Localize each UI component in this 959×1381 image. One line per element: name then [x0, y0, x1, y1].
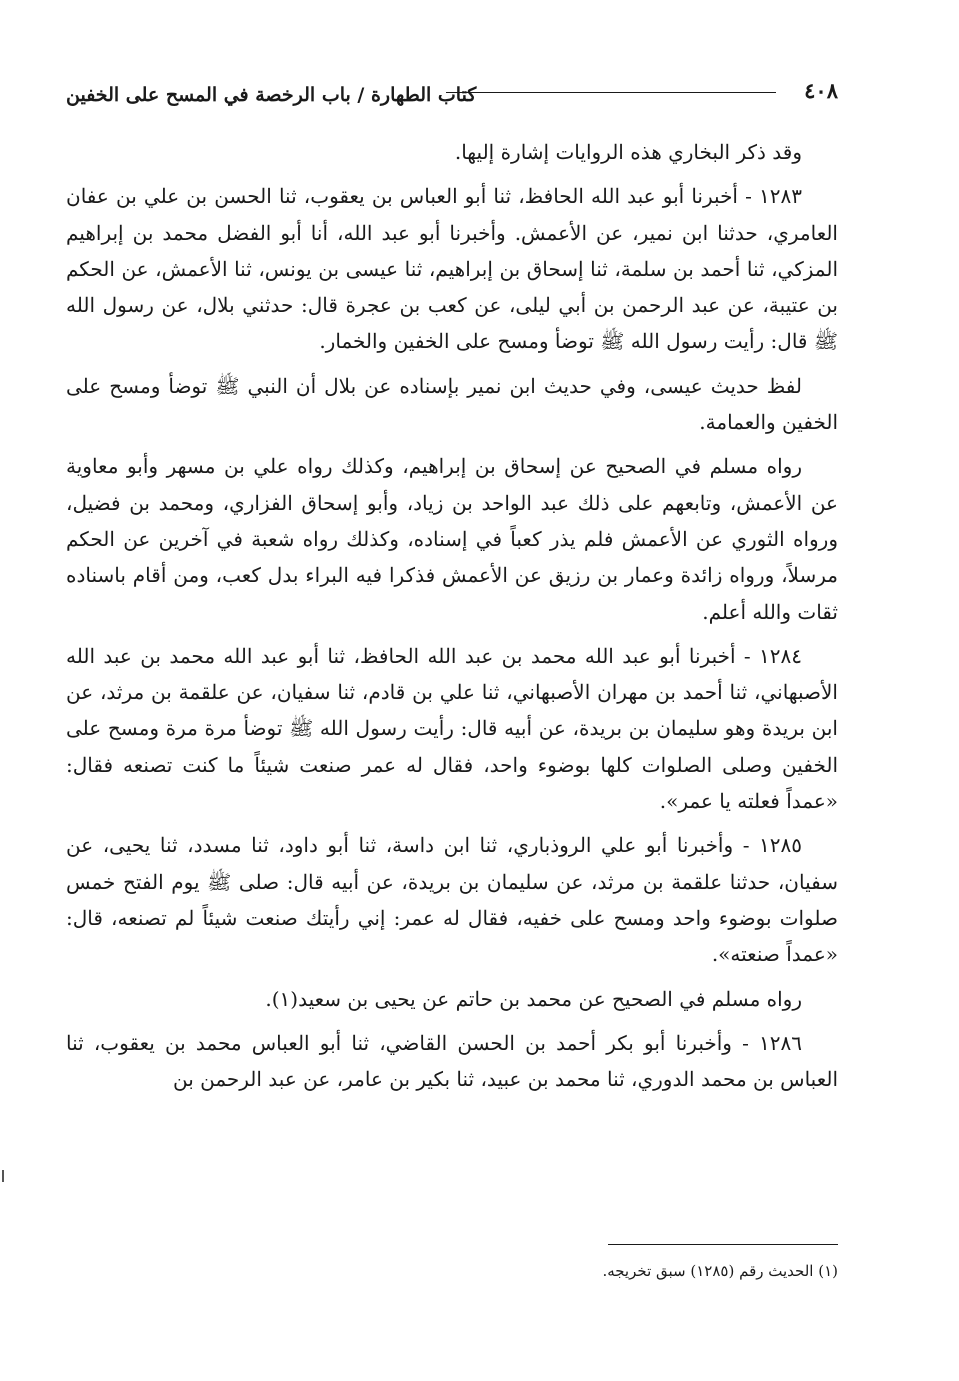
- gutter-mark: [2, 1170, 4, 1182]
- header-rule: [446, 92, 776, 93]
- paragraph-muslim-reference: رواه مسلم في الصحيح عن محمد بن حاتم عن يحيى بن سعيد(١).: [265, 986, 802, 1011]
- paragraph-intro: وقد ذكر البخاري هذه الروايات إشارة إليها.: [454, 140, 802, 164]
- paragraph-narration-notes: رواه مسلم في الصحيح عن إسحاق بن إبراهيم، وكذلك رواه علي بن مسهر وأبو معاوية عن الأعمش، وتابعهم على ذلك عبد الواحد بن زياد، وأبو إسحاق الفزاري، ومحمد بن فضيل، ورواه الثوري عن الأعمش فلم يذر كعباً في إسناده، وكذلك رواه شعبة في آخرين عن الحكم مرسلاً، ورواه زائدة وعمار بن رزيق عن الأعمش فذكرا فيه البراء بدل كعب، ومن أقام باسناده ثقات والله أعلم.: [66, 454, 838, 624]
- hadith-1286: ١٢٨٦ - وأخبرنا أبو بكر أحمد بن الحسن القاضي، ثنا أبو العباس محمد بن يعقوب، ثنا العباس بن محمد الدوري، ثنا محمد بن عبيد، ثنا بكير بن عامر، عن عبد الرحمن بن: [66, 1030, 838, 1092]
- running-title: كتاب الطهارة / باب الرخصة في المسح على الخفين: [66, 84, 477, 106]
- hadith-1285: ١٢٨٥ - وأخبرنا أبو علي الروذباري، ثنا ابن داسة، ثنا أبو داود، ثنا مسدد، ثنا يحيى، عن سفيان، حدثنا علقمة بن مرثد، عن سليمان بن بريدة، عن أبيه قال: صلى ﷺ يوم الفتح خمس صلوات بوضوء واحد ومسح على خفيه، فقال له عمر: إني رأيتك صنعت شيئاً لم تصنعه، قال: «عمداً صنعته».: [66, 833, 838, 967]
- hadith-1283: ١٢٨٣ - أخبرنا أبو عبد الله الحافظ، ثنا أبو العباس بن يعقوب، ثنا الحسن بن علي بن عفان العامري، حدثنا ابن نمير، عن الأعمش. وأخبرنا أبو عبد الله، أنا أبو الفضل محمد بن إبراهيم المزكي، ثنا أحمد بن سلمة، ثنا إسحاق بن إبراهيم، ثنا عيسى بن يونس، ثنا الأعمش، عن الحكم بن عتيبة، عن عبد الرحمن بن أبي ليلى، عن كعب بن عجرة قال: حدثني بلال، عن رسول الله ﷺ قال: رأيت رسول الله ﷺ توضأ ومسح على الخفين والخمار.: [66, 184, 838, 354]
- footnotes: [66, 1260, 838, 1282]
- paragraph-wording: لفظ حديث عيسى، وفي حديث ابن نمير بإسناده عن بلال أن النبي ﷺ توضأ ومسح على الخفين والعمامة.: [66, 373, 838, 435]
- page-number: ٤٠٨: [804, 78, 838, 103]
- page-header: [66, 78, 838, 118]
- footnote-1: (١) الحديث رقم (١٢٨٥) سبق تخريجه.: [602, 1262, 838, 1280]
- body-text: [66, 134, 838, 1105]
- footnote-rule: [608, 1244, 838, 1245]
- hadith-1284: ١٢٨٤ - أخبرنا أبو عبد الله محمد بن عبد الله الحافظ، ثنا أبو عبد الله محمد بن عبد الله الأصبهاني، ثنا أحمد بن مهران الأصبهاني، ثنا علي بن قادم، ثنا سفيان، عن علقمة بن مرثد، عن ابن بريدة وهو سليمان بن بريدة، عن أبيه قال: رأيت رسول الله ﷺ توضأ مرة مرة ومسح على الخفين وصلى الصلوات كلها بوضوء واحد، فقال له عمر صنعت شيئاً ما كنت تصنعه فقال: «عمداً فعلته يا عمر».: [66, 643, 838, 814]
